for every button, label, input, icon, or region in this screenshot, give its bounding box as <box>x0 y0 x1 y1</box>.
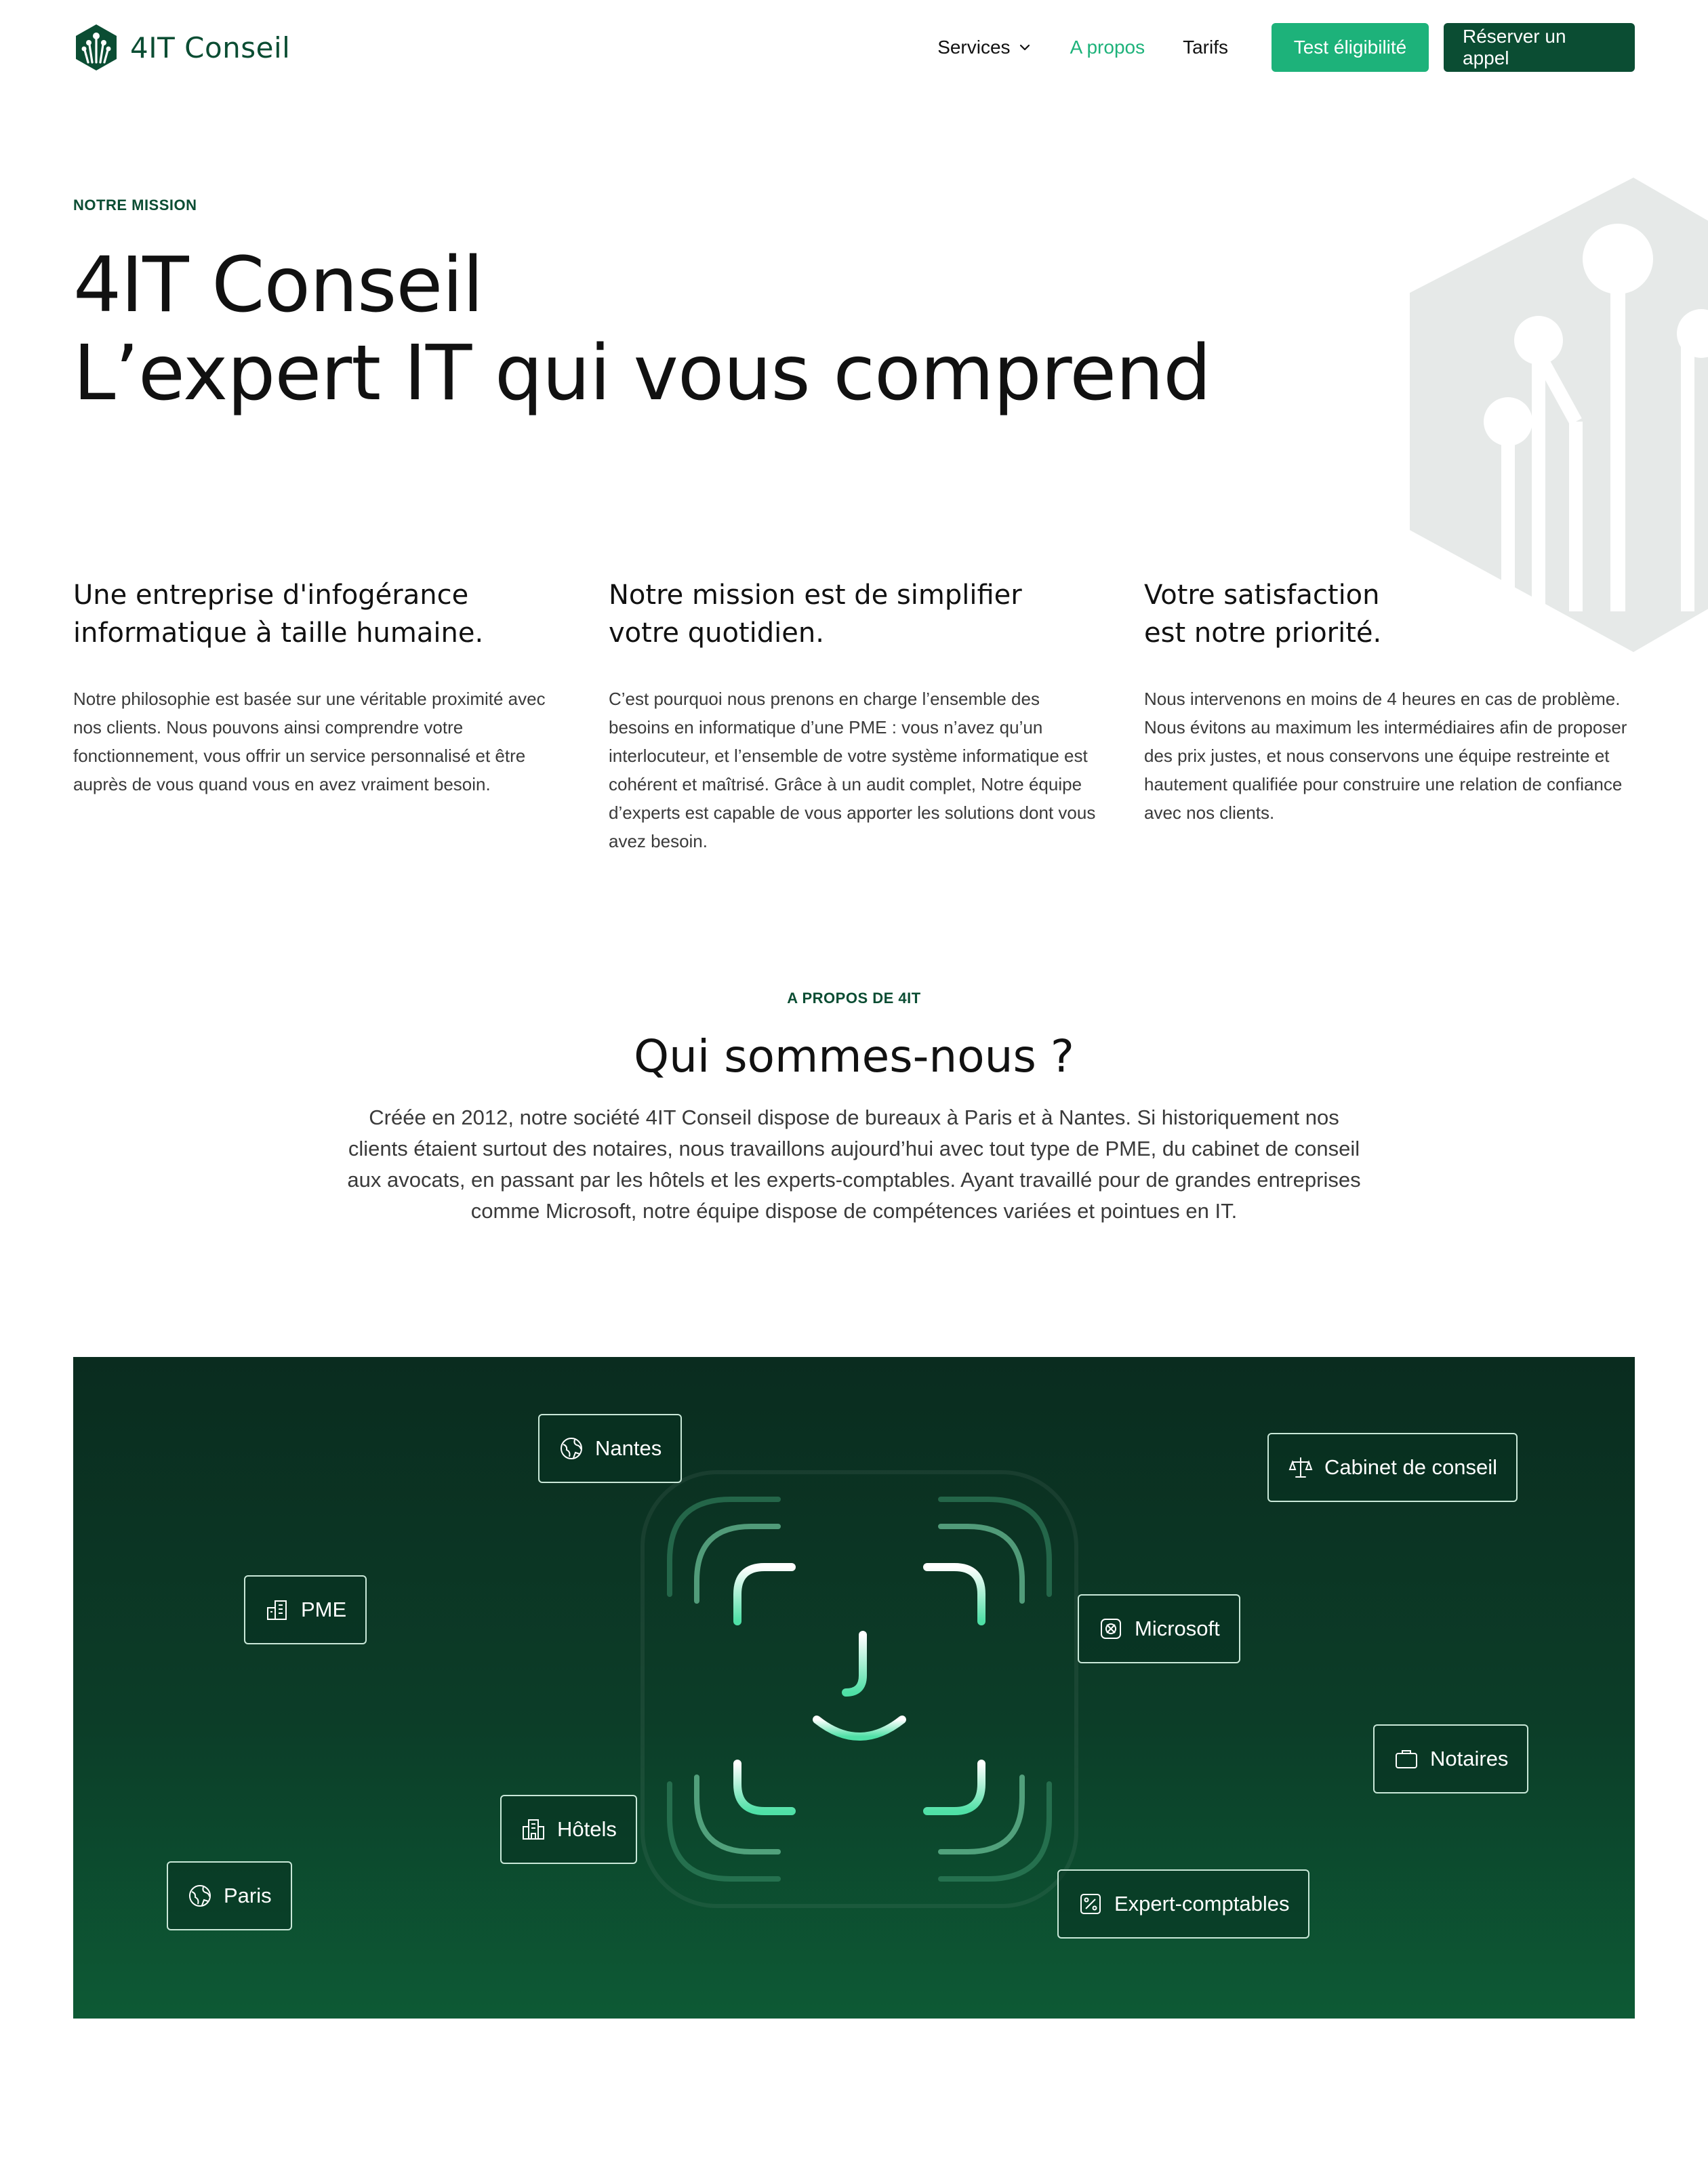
site-header <box>0 0 1708 95</box>
column-text: Nous intervenons en moins de 4 heures en cas de problème. Nous évitons au maximum les intermédiaires afin de proposer des prix justes, et nous conservons une équipe restreinte et hautement qualifiée pour construire une relation de confiance avec nos clients. <box>1144 689 1627 823</box>
chevron-down-icon <box>1017 40 1032 55</box>
nav-services[interactable] <box>937 37 1032 58</box>
hero-title <box>73 241 1211 418</box>
microsoft-icon <box>1098 1616 1124 1642</box>
tag-expert-comptables[interactable] <box>1057 1869 1309 1939</box>
tag-label: Nantes <box>595 1436 662 1460</box>
column-satisfaction <box>1144 576 1632 827</box>
nav-tarifs[interactable]: Tarifs <box>1183 37 1228 58</box>
tag-label: Microsoft <box>1135 1617 1220 1640</box>
tag-label: Paris <box>224 1884 272 1907</box>
column-title-line1: Une entreprise d'infogérance <box>73 580 469 611</box>
tag-cabinet-conseil[interactable] <box>1267 1433 1518 1502</box>
mission-eyebrow: NOTRE MISSION <box>73 197 197 214</box>
nav-apropos[interactable]: A propos <box>1070 37 1145 58</box>
brand-logo[interactable] <box>73 23 290 72</box>
tag-label: Notaires <box>1430 1747 1509 1770</box>
column-title-line1: Notre mission est de simplifier <box>609 580 1022 611</box>
column-human-scale <box>73 576 561 798</box>
about-text: Créée en 2012, notre société 4IT Conseil dispose de bureaux à Paris et à Nantes. Si historiquement nos clients étaient surtout des notaires, nous travaillons aujourd’hui avec tout type de PME, du cabinet de conseil aux avocats, en passant par les hôtels et les experts-comptables. Ayant travaillé pour de grandes entreprises comme Microsoft, notre équipe dispose de compétences variées et pointues en IT. <box>347 1106 1361 1223</box>
tag-label: Expert-comptables <box>1114 1892 1290 1915</box>
test-eligibility-button[interactable]: Test éligibilité <box>1272 23 1429 72</box>
tag-pme[interactable] <box>244 1575 367 1644</box>
tag-hotels[interactable] <box>500 1795 637 1864</box>
tag-label: Cabinet de conseil <box>1324 1455 1498 1479</box>
tag-notaires[interactable] <box>1373 1724 1528 1793</box>
about-title: Qui sommes-nous ? <box>634 1030 1074 1082</box>
column-title <box>73 576 561 652</box>
tag-paris[interactable] <box>167 1861 292 1930</box>
hero-title-line1: 4IT Conseil <box>73 241 483 329</box>
column-title-line1: Votre satisfaction <box>1144 580 1380 611</box>
about-eyebrow: A PROPOS DE 4IT <box>787 990 921 1007</box>
column-title-line2: votre quotidien. <box>609 617 824 649</box>
percent-icon <box>1078 1891 1103 1917</box>
briefcase-icon <box>1394 1746 1419 1772</box>
brand-name: 4IT Conseil <box>130 31 291 64</box>
hotel-icon <box>521 1817 546 1842</box>
column-title-line2: informatique à taille humaine. <box>73 617 484 649</box>
tag-nantes[interactable] <box>538 1414 682 1483</box>
globe-icon <box>187 1883 213 1909</box>
main-nav <box>937 23 1635 72</box>
hero-title-line2: L’expert IT qui vous comprend <box>73 329 1211 418</box>
globe-icon <box>558 1436 584 1461</box>
column-title <box>1144 576 1632 652</box>
scale-icon <box>1288 1455 1314 1480</box>
nav-services-label: Services <box>937 37 1011 58</box>
tag-label: PME <box>301 1598 347 1621</box>
building-icon <box>264 1597 290 1623</box>
logo-hexagon-icon <box>73 23 119 72</box>
clients-panel <box>73 1357 1635 2019</box>
book-call-button[interactable]: Réserver un appel <box>1444 23 1635 72</box>
column-title <box>609 576 1097 652</box>
column-text: C’est pourquoi nous prenons en charge l’ensemble des besoins en informatique d’une PME : vous n’avez qu’un interlocuteur, et l’ensemble de votre système informatique est cohérent et maîtrisé. Grâce à un audit complet, Notre équipe d’experts est capable de vous apporter les solutions dont vous avez besoin. <box>609 689 1096 851</box>
column-text: Notre philosophie est basée sur une véritable proximité avec nos clients. Nous pouvons ainsi comprendre votre fonctionnement, vous offrir un service personnalisé et être auprès de vous quand vous en avez vraiment besoin. <box>73 689 546 794</box>
column-title-line2: est notre priorité. <box>1144 617 1382 649</box>
column-mission <box>609 576 1097 855</box>
tag-label: Hôtels <box>557 1817 617 1841</box>
tag-microsoft[interactable] <box>1078 1594 1240 1663</box>
face-id-icon <box>629 1459 1090 1920</box>
